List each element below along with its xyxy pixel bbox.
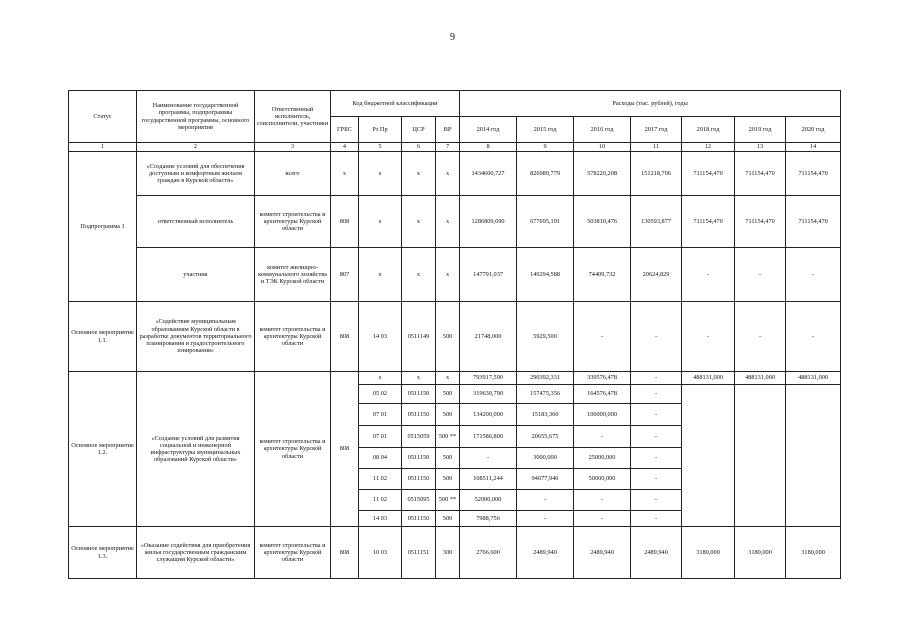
cell-value: 290392,331	[517, 372, 574, 385]
cell-value: 503810,476	[574, 196, 631, 248]
cell-vr: 500	[436, 448, 460, 469]
col-number: 4	[331, 143, 359, 152]
cell-csr: x	[402, 248, 436, 302]
empty-cell	[786, 385, 841, 527]
header-year: 2015 год	[517, 117, 574, 143]
row-name: участник	[137, 248, 255, 302]
cell-value: 488131,000	[682, 372, 735, 385]
cell-value: 52000,000	[460, 490, 517, 511]
cell-value: 1434600,727	[460, 152, 517, 196]
cell-vr: 500 **	[436, 426, 460, 448]
row-name: ответственный исполнитель	[137, 196, 255, 248]
cell-value: 74409,732	[574, 248, 631, 302]
cell-value: -	[682, 248, 735, 302]
header-rzpr: Рз Пр	[359, 117, 402, 143]
cell-value: 2766,600	[460, 527, 517, 579]
cell-csr: 0511150	[402, 404, 436, 426]
cell-value: 3180,000	[786, 527, 841, 579]
row-status: Основное мероприятие 1.2.	[69, 372, 137, 527]
cell-value: 15183,360	[517, 404, 574, 426]
col-number: 1	[69, 143, 137, 152]
table-row	[69, 152, 841, 196]
cell-value: -	[517, 511, 574, 527]
col-number: 9	[517, 143, 574, 152]
cell-rzpr: 07 01	[359, 426, 402, 448]
cell-value: 134200,000	[460, 404, 517, 426]
cell-value: 21748,000	[460, 302, 517, 372]
cell-grbs: 808	[331, 527, 359, 579]
cell-value: 2489,940	[574, 527, 631, 579]
cell-csr: 0511151	[402, 527, 436, 579]
header-csr: ЦСР	[402, 117, 436, 143]
cell-vr: x	[436, 248, 460, 302]
row-responsible: комитет жилищно-коммунального хозяйства и ТЭК Курской области	[255, 248, 331, 302]
cell-vr: 300	[436, 527, 460, 579]
cell-value: -	[631, 426, 682, 448]
row-responsible: комитет строительства и архитектуры Курской области	[255, 196, 331, 248]
cell-value: 793917,590	[460, 372, 517, 385]
header-year: 2019 год	[735, 117, 786, 143]
cell-rzpr: 14 03	[359, 511, 402, 527]
cell-vr: 500	[436, 385, 460, 404]
cell-value: 5929,500	[517, 302, 574, 372]
cell-grbs: 808	[331, 372, 359, 527]
cell-value: 3180,000	[682, 527, 735, 579]
cell-value: -	[631, 511, 682, 527]
cell-value: -	[735, 302, 786, 372]
page-number: 9	[450, 32, 455, 43]
row-status: Подпрограмма 1	[69, 152, 137, 302]
header-status: Статус	[69, 91, 137, 143]
header-year: 2020 год	[786, 117, 841, 143]
cell-value: -	[786, 302, 841, 372]
cell-value: 94077,940	[517, 469, 574, 490]
header-year: 2018 год	[682, 117, 735, 143]
cell-value: 711154,470	[682, 152, 735, 196]
cell-csr: 0511150	[402, 511, 436, 527]
cell-vr: 500	[436, 404, 460, 426]
cell-vr: 500	[436, 302, 460, 372]
col-number: 8	[460, 143, 517, 152]
cell-csr: x	[402, 196, 436, 248]
cell-value: 20655,675	[517, 426, 574, 448]
header-year: 2017 год	[631, 117, 682, 143]
cell-value: 171586,800	[460, 426, 517, 448]
cell-value: 3000,000	[517, 448, 574, 469]
cell-value: -	[574, 511, 631, 527]
row-name: «Создание условий для развития социальной и инженерной инфраструктуры муниципальных образований Курской области»	[137, 372, 255, 527]
cell-value: -	[682, 302, 735, 372]
cell-value: -	[631, 404, 682, 426]
cell-csr: 0515095	[402, 490, 436, 511]
empty-cell	[682, 385, 735, 527]
cell-value: -	[631, 490, 682, 511]
cell-value: 711154,470	[786, 196, 841, 248]
cell-value: 319630,790	[460, 385, 517, 404]
budget-table	[68, 90, 841, 579]
cell-value: 151218,706	[631, 152, 682, 196]
cell-value: 711154,470	[735, 152, 786, 196]
table-row	[69, 372, 841, 385]
cell-value: 3180,000	[735, 527, 786, 579]
cell-rzpr: 07 01	[359, 404, 402, 426]
col-number: 10	[574, 143, 631, 152]
cell-value: 2489,940	[631, 527, 682, 579]
cell-rzpr: x	[359, 248, 402, 302]
header-vr: ВР	[436, 117, 460, 143]
cell-csr: 0511150	[402, 469, 436, 490]
row-responsible: комитет строительства и архитектуры Курской области	[255, 372, 331, 527]
cell-rzpr: x	[359, 152, 402, 196]
cell-csr: 0511150	[402, 448, 436, 469]
cell-csr: x	[402, 152, 436, 196]
cell-value: -	[631, 448, 682, 469]
header-budget-code: Код бюджетной классификации	[331, 91, 460, 117]
col-number: 7	[436, 143, 460, 152]
cell-value: 149294,588	[517, 248, 574, 302]
cell-rzpr: 10 03	[359, 527, 402, 579]
cell-grbs: x	[331, 152, 359, 196]
cell-value: 339576,478	[574, 372, 631, 385]
cell-csr: 0511150	[402, 385, 436, 404]
cell-csr: 0515059	[402, 426, 436, 448]
cell-rzpr: 14 03	[359, 302, 402, 372]
cell-rzpr: 05 02	[359, 385, 402, 404]
col-number: 11	[631, 143, 682, 152]
row-responsible: комитет строительства и архитектуры Курской области	[255, 302, 331, 372]
cell-value: 711154,470	[682, 196, 735, 248]
cell-value: 1286809,690	[460, 196, 517, 248]
col-number: 5	[359, 143, 402, 152]
cell-csr: x	[402, 372, 436, 385]
row-name: «Оказание содействия для приобретения жилья государственным гражданским служащим Курской области»	[137, 527, 255, 579]
cell-rzpr: x	[359, 372, 402, 385]
cell-rzpr: 08 04	[359, 448, 402, 469]
cell-value: -	[631, 385, 682, 404]
header-grbs: ГРБС	[331, 117, 359, 143]
table-row	[69, 248, 841, 302]
cell-grbs: 807	[331, 248, 359, 302]
cell-grbs: 808	[331, 302, 359, 372]
cell-value: -	[574, 490, 631, 511]
col-number: 2	[137, 143, 255, 152]
table-row	[69, 527, 841, 579]
row-responsible: всего	[255, 152, 331, 196]
cell-vr: x	[436, 196, 460, 248]
cell-vr: 500	[436, 469, 460, 490]
cell-value: -	[517, 490, 574, 511]
cell-value: 578220,208	[574, 152, 631, 196]
cell-value: 711154,470	[786, 152, 841, 196]
header-expenses: Расходы (тыс. рублей), годы	[460, 91, 841, 117]
cell-value: 711154,470	[735, 196, 786, 248]
row-status: Основное мероприятие 1.3.	[69, 527, 137, 579]
header-year: 2016 год	[574, 117, 631, 143]
row-responsible: комитет строительства и архитектуры Курской области	[255, 527, 331, 579]
cell-vr: 500 **	[436, 490, 460, 511]
cell-value: -	[786, 248, 841, 302]
table-row	[69, 302, 841, 372]
col-number: 14	[786, 143, 841, 152]
cell-value: -	[631, 372, 682, 385]
cell-value: -	[631, 302, 682, 372]
cell-value: 826989,779	[517, 152, 574, 196]
cell-value: -	[460, 448, 517, 469]
cell-value: 164576,478	[574, 385, 631, 404]
cell-value: 20624,829	[631, 248, 682, 302]
cell-rzpr: 11 02	[359, 490, 402, 511]
row-name: «Содействие муниципальным образованиям Курской области в разработке документов территориального планирования и градостроительного зонирования»	[137, 302, 255, 372]
col-number: 12	[682, 143, 735, 152]
cell-value: -	[574, 426, 631, 448]
col-number: 6	[402, 143, 436, 152]
header-name: Наименование государственной программы, подпрограммы государственной программы, основного мероприятия	[137, 91, 255, 143]
cell-rzpr: x	[359, 196, 402, 248]
cell-value: 2489,940	[517, 527, 574, 579]
cell-grbs: 808	[331, 196, 359, 248]
header-year: 2014 год	[460, 117, 517, 143]
col-number: 3	[255, 143, 331, 152]
row-status: Основное мероприятие 1.1.	[69, 302, 137, 372]
header-responsible: Ответственный исполнитель, соисполнители, участники	[255, 91, 331, 143]
cell-vr: 500	[436, 511, 460, 527]
table-row	[69, 196, 841, 248]
row-name: «Создание условий для обеспечения доступным и комфортным жильем граждан в Курской области»	[137, 152, 255, 196]
col-number: 13	[735, 143, 786, 152]
cell-value: -	[574, 302, 631, 372]
cell-vr: x	[436, 372, 460, 385]
cell-csr: 0511149	[402, 302, 436, 372]
cell-value: 157475,356	[517, 385, 574, 404]
cell-value: -	[631, 469, 682, 490]
cell-value: -	[735, 248, 786, 302]
cell-value: 488131,000	[735, 372, 786, 385]
cell-value: 147791,037	[460, 248, 517, 302]
cell-value: 100000,000	[574, 404, 631, 426]
cell-value: 25000,000	[574, 448, 631, 469]
empty-cell	[735, 385, 786, 527]
cell-value: 108511,244	[460, 469, 517, 490]
cell-value: 130593,877	[631, 196, 682, 248]
cell-value: 677695,191	[517, 196, 574, 248]
cell-value: 488131,000	[786, 372, 841, 385]
cell-vr: x	[436, 152, 460, 196]
cell-value: 50000,000	[574, 469, 631, 490]
cell-value: 7988,756	[460, 511, 517, 527]
cell-rzpr: 11 02	[359, 469, 402, 490]
